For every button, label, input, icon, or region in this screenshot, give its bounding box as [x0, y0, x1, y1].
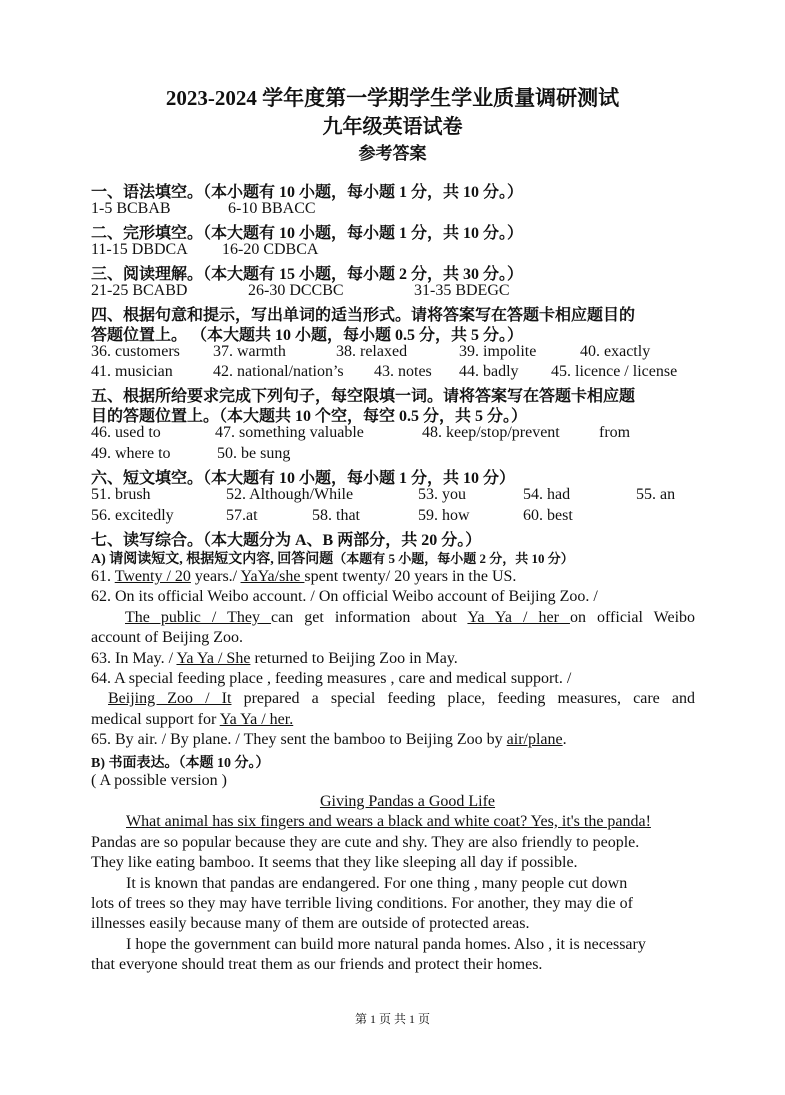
answer-row: 11-15 DBDCA [91, 241, 188, 258]
answer-row: 31-35 BDEGC [414, 282, 510, 299]
essay-line: illnesses easily because many of them are outside of protected areas. [91, 915, 530, 932]
part-b-heading: B) 书面表达。（本题 10 分。） [91, 756, 270, 771]
answer-item: 37. warmth [213, 343, 286, 360]
answer-62: 62. On its official Weibo account. / On official Weibo account of Beijing Zoo. / [91, 588, 598, 605]
essay-line: Pandas are so popular because they are cute and shy. They are also friendly to people. [91, 834, 640, 851]
answer-item: 38. relaxed [336, 343, 408, 360]
answer-62-cont: The public / They can get information about Ya Ya / her on official Weibo [125, 609, 696, 626]
exam-subtitle: 九年级英语试卷 [322, 116, 463, 138]
essay-line: that everyone should treat them as our friends and protect their homes. [91, 956, 543, 973]
exam-title: 2023-2024 学年度第一学期学生学业质量调研测试 [165, 86, 620, 110]
answer-item: 53. you [418, 486, 466, 503]
answer-62-cont: account of Beijing Zoo. [91, 629, 243, 646]
answer-item: 40. exactly [580, 343, 651, 360]
section-1-heading: 一、语法填空。（本小题有 10 小题，每小题 1 分，共 10 分。） [91, 184, 524, 201]
essay-line: They like eating bamboo. It seems that they like sleeping all day if possible. [91, 854, 578, 871]
answer-item: 39. impolite [459, 343, 537, 360]
answer-row: 26-30 DCCBC [248, 282, 344, 299]
page-footer: 第 1 页 共 1 页 [354, 1012, 430, 1026]
answer-item: 52. Although/While [226, 486, 354, 503]
answer-item: 51. brush [91, 486, 151, 503]
essay-line: It is known that pandas are endangered. For one thing , many people cut down [126, 875, 628, 892]
possible-version-label: ( A possible version ) [91, 772, 227, 789]
essay-line: I hope the government can build more natural panda homes. Also , it is necessary [126, 936, 646, 953]
essay-line: What animal has six fingers and wears a black and white coat? Yes, it's the panda! [126, 813, 651, 830]
answer-item: 43. notes [374, 363, 432, 380]
answer-row: 1-5 BCBAB [91, 200, 171, 217]
answer-item: 36. customers [91, 343, 180, 360]
answer-item: 41. musician [91, 363, 173, 380]
answer-item: 45. licence / license [551, 363, 678, 380]
answer-item: 48. keep/stop/prevent [422, 424, 560, 441]
section-4-heading-cont: 答题位置上。 （本大题共 10 小题，每小题 0.5 分，共 5 分。） [91, 327, 524, 344]
answer-item: 50. be sung [217, 445, 291, 462]
answer-item: 42. national/nation’s [213, 363, 344, 380]
answer-item: from [599, 424, 631, 441]
answer-item: 56. excitedly [91, 507, 174, 524]
answer-item: 47. something valuable [215, 424, 364, 441]
answer-item: 49. where to [91, 445, 171, 462]
part-a-heading: A) 请阅读短文, 根据短文内容, 回答问题（本题有 5 小题，每小题 2 分，共 10 分） [91, 551, 574, 567]
answer-item: 59. how [418, 507, 470, 524]
answer-item: 57.at [226, 507, 258, 524]
section-5-heading: 五、根据所给要求完成下列句子，每空限填一词。请将答案写在答题卡相应题 [91, 388, 636, 405]
section-5-heading-cont: 目的答题位置上。（本大题共 10 个空，每空 0.5 分，共 5 分。） [91, 408, 528, 425]
section-4-heading: 四、根据句意和提示，写出单词的适当形式。请将答案写在答题卡相应题目的 [91, 307, 636, 324]
answer-key-label: 参考答案 [358, 144, 427, 163]
answer-64: 64. A special feeding place , feeding measures , care and medical support. / [91, 670, 572, 687]
section-6-heading: 六、短文填空。（本大题有 10 小题，每小题 1 分，共 10 分） [91, 470, 516, 487]
answer-item: 54. had [523, 486, 571, 503]
answer-row: 16-20 CDBCA [222, 241, 319, 258]
answer-64-cont: medical support for Ya Ya / her. [91, 711, 294, 728]
answer-item: 58. that [312, 507, 360, 524]
essay-title: Giving Pandas a Good Life [319, 793, 496, 810]
answer-item: 55. an [636, 486, 676, 503]
answer-64-cont: Beijing Zoo / It prepared a special feeding place, feeding measures, care and [108, 690, 696, 707]
answer-65: 65. By air. / By plane. / They sent the bamboo to Beijing Zoo by air/plane. [91, 731, 567, 748]
section-2-heading: 二、完形填空。（本大题有 10 小题，每小题 1 分，共 10 分。） [91, 225, 524, 242]
section-3-heading: 三、阅读理解。（本大题有 15 小题，每小题 2 分，共 30 分。） [91, 266, 524, 283]
answer-63: 63. In May. / Ya Ya / She returned to Beijing Zoo in May. [91, 650, 458, 667]
answer-61: 61. Twenty / 20 years./ YaYa/she spent twenty/ 20 years in the US. [91, 568, 517, 585]
answer-item: 46. used to [91, 424, 161, 441]
answer-row: 21-25 BCABD [91, 282, 188, 299]
answer-row: 6-10 BBACC [228, 200, 316, 217]
answer-item: 44. badly [459, 363, 519, 380]
essay-line: lots of trees so they may have terrible living conditions. For another, they may die of [91, 895, 633, 912]
section-7-heading: 七、读写综合。（本大题分为 A、B 两部分，共 20 分。） [91, 532, 482, 549]
answer-item: 60. best [523, 507, 573, 524]
